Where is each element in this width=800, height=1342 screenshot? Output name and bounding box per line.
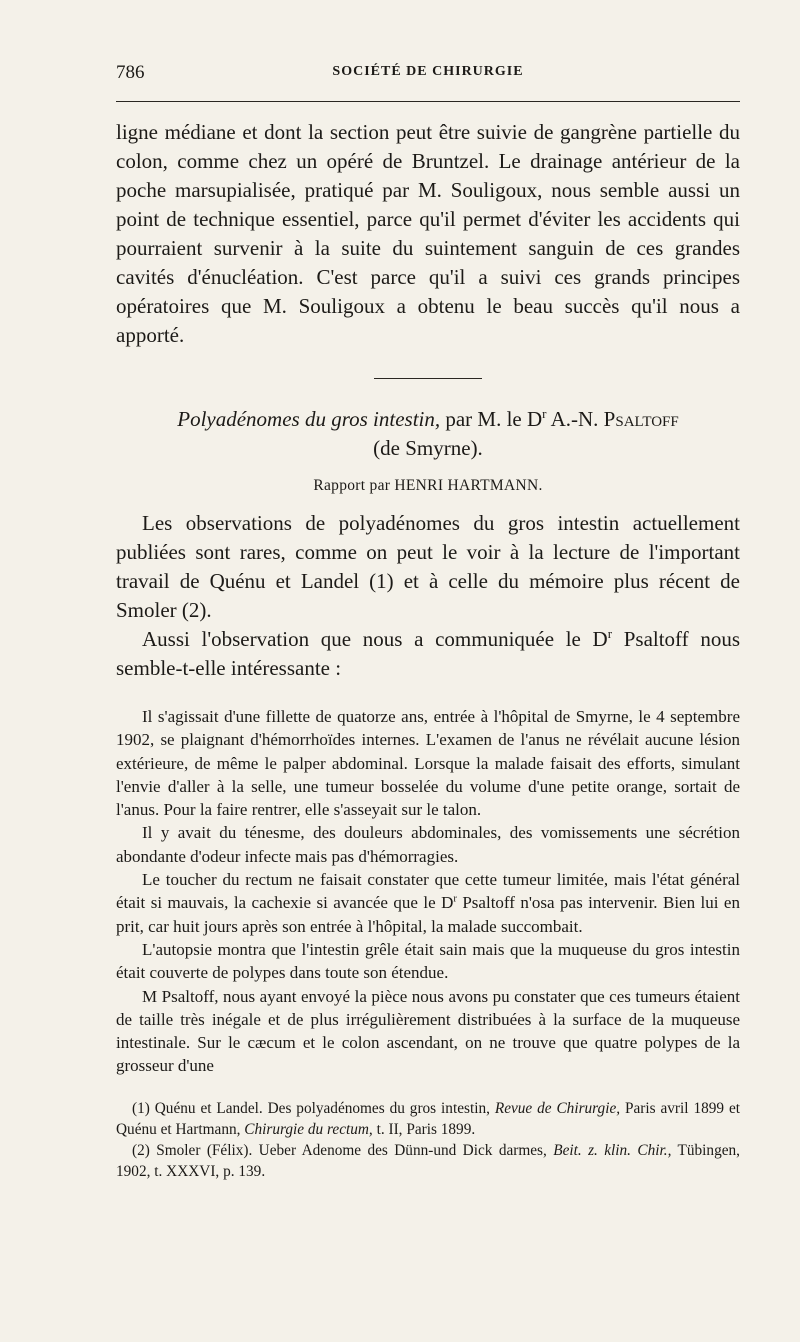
- observation-paragraph-2: Il y avait du ténesme, des douleurs abdominales, des vomissements une sécrétion abondante d'odeur infecte mais pas d'hémorragies.: [116, 823, 740, 866]
- article-title: [116, 405, 740, 463]
- page-header: [116, 62, 740, 86]
- footnote-1-c: Paris avril 1899 et Quénu et Hartmann,: [116, 1099, 740, 1138]
- article-author: A.-N. Psaltoff: [546, 407, 679, 431]
- footnote-1-b: Revue de Chirurgie,: [494, 1099, 621, 1117]
- observation-paragraph-5: M Psaltoff, nous ayant envoyé la pièce nous avons pu constater que ces tumeurs étaient de taille très inégale et de plus irrégulièrement distribuées à la surface de la muqueuse intestinale. Sur le cæcum et le colon ascendant, on ne trouve que quatre polypes de la grosseur d'une: [116, 986, 740, 1076]
- report-p2-sup: r: [607, 626, 613, 641]
- article-origin: (de Smyrne).: [373, 436, 483, 460]
- footnote-2-a: (2) Smoler (Félix). Ueber Adenome des Dünn-und Dick darmes,: [132, 1141, 554, 1159]
- article-title-by: par M. le D: [440, 407, 543, 431]
- article-title-sup: r: [542, 406, 547, 421]
- footnotes: [116, 1098, 740, 1182]
- intro-paragraph: ligne médiane et dont la section peut être suivie de gangrène partielle du colon, comme chez un opéré de Bruntzel. Le drainage antérieur de la poche marsupialisée, pratiqué par M. Souligoux, nous semble aussi un point de technique essentiel, parce qu'il permet d'éviter les accidents qui pourraient survenir à la suite du suintement sanguin de ces grandes cavités d'énucléation. C'est parce qu'il a suivi ces grands principes opératoires que M. Souligoux a obtenu le beau succès qu'il nous a apporté.: [116, 120, 740, 347]
- report-p2-before: Aussi l'observation que nous a communiquée le D: [142, 627, 608, 651]
- observation-p3-after: Psaltoff n'osa pas intervenir. Bien lui en prit, car huit jours après son entrée à l'hôpital, la malade succombait.: [116, 893, 740, 936]
- header-rule: [116, 101, 740, 102]
- footnote-1-d: Chirurgie du rectum,: [244, 1120, 373, 1138]
- section-separator: [374, 378, 482, 379]
- footnote-2: [116, 1140, 740, 1182]
- article-title-line-1: [116, 405, 740, 434]
- footnote-1-e: t. II, Paris 1899.: [372, 1120, 476, 1138]
- footnote-2-c: Tübingen, 1902, t. XXXVI, p. 139.: [116, 1141, 740, 1180]
- observation-paragraph-3: [116, 868, 740, 938]
- footnote-2-b: Beit. z. klin. Chir.,: [553, 1141, 672, 1159]
- article-title-italic: Polyadénomes du gros intestin,: [177, 407, 441, 431]
- running-title: SOCIÉTÉ DE CHIRURGIE: [332, 64, 524, 79]
- report-paragraph-2: [116, 625, 740, 683]
- observation-paragraph-1: Il s'agissait d'une fillette de quatorze ans, entrée à l'hôpital de Smyrne, le 4 septembre 1902, se plaignant d'hémorrhoïdes internes. L'examen de l'anus ne révélait aucune lésion extérieure, de même le palper abdominal. Lorsque la malade faisait des efforts, simulant l'envie d'aller à la selle, une tumeur bosselée du volume d'une petite orange, sortait de l'anus. Pour la faire rentrer, elle s'asseyait sur le talon.: [116, 707, 740, 820]
- observation-p3-sup: r: [453, 893, 457, 905]
- report-p2-after: Psaltoff nous semble-t-elle intéressante :: [116, 627, 740, 680]
- report-paragraph-1: Les observations de polyadénomes du gros intestin actuellement publiées sont rares, comme on peut le voir à la lecture de l'important travail de Quénu et Landel (1) et à celle du mémoire plus récent de Smoler (2).: [116, 511, 740, 622]
- report-line: Rapport par HENRI HARTMANN.: [313, 477, 543, 494]
- observation-p3-before: Le toucher du rectum ne faisait constater que cette tumeur limitée, mais l'état général était si mauvais, la cachexie si avancée que le D: [116, 870, 740, 913]
- page-number: 786: [116, 62, 145, 83]
- page-body: [116, 118, 740, 1182]
- footnote-1: [116, 1098, 740, 1140]
- footnote-1-a: (1) Quénu et Landel. Des polyadénomes du gros intestin,: [132, 1099, 495, 1117]
- observation-paragraph-4: L'autopsie montra que l'intestin grêle était sain mais que la muqueuse du gros intestin était couverte de polypes dans toute son étendue.: [116, 939, 740, 983]
